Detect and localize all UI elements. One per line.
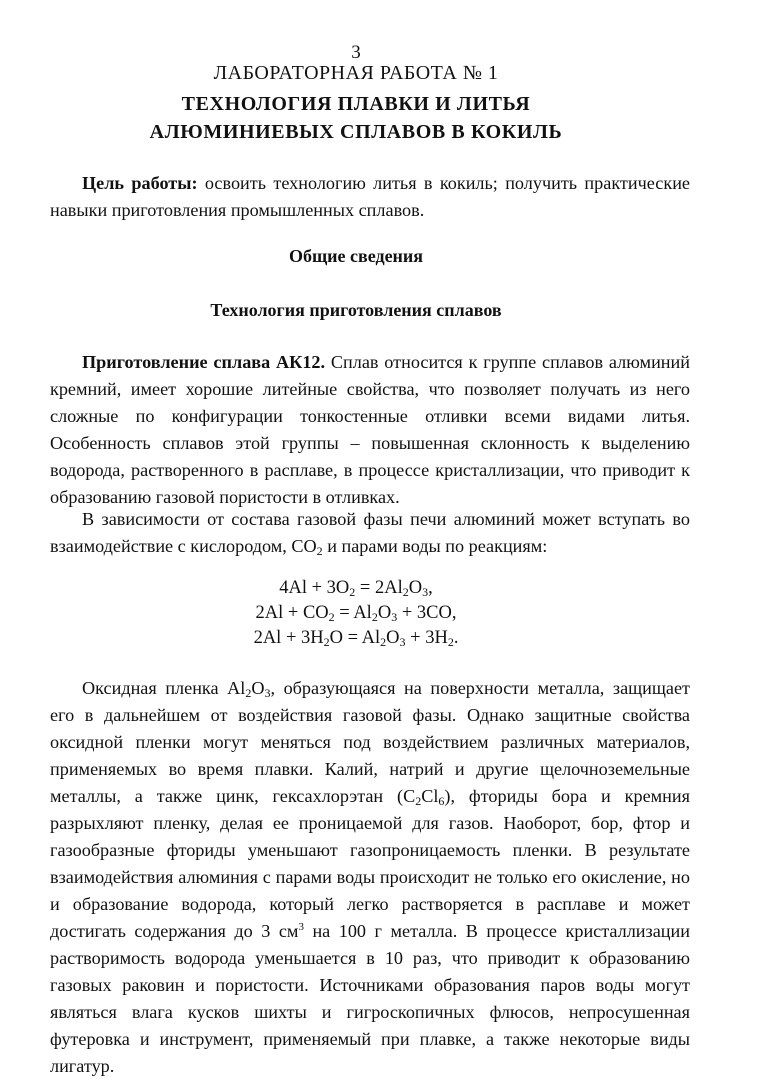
eq-sub: 2 [323, 635, 330, 649]
main-title-line-2: АЛЮМИНИЕВЫХ СПЛАВОВ В КОКИЛЬ [149, 121, 563, 143]
reaction-equations [0, 576, 712, 651]
eq-sub: 2 [349, 585, 356, 599]
eq-part: 2Al + CO [255, 603, 329, 623]
equation-1 [0, 576, 712, 601]
oxide-sub: 2 [415, 794, 422, 808]
goal-paragraph [50, 170, 690, 224]
eq-part: + 3CO, [397, 603, 457, 623]
reaction-intro-sub: 2 [316, 544, 323, 558]
equation-2 [0, 601, 712, 626]
eq-sub: 2 [371, 610, 378, 624]
lab-title: ЛАБОРАТОРНАЯ РАБОТА № 1 [213, 62, 499, 84]
alloy-text: Сплав относится к группе сплавов алюминий кремний, имеет хорошие литейные свойства, что позволяет получать из него сложные по конфигурации тонкостенные отливки всеми видами литья. Особенность сплавов этой группы – повышенная склонность к выделению водорода, растворенного в расплаве, в процессе кристаллизации, что приводит к образованию газовой пористости в отливках. [50, 352, 691, 507]
eq-part: O [408, 578, 423, 598]
subsection-heading: Технология приготовления сплавов [210, 300, 502, 320]
goal-text: освоить технологию литья в кокиль; получить практические навыки приготовления промышленных сплавов. [50, 173, 691, 220]
reaction-intro-paragraph [50, 506, 690, 560]
oxide-text: O [251, 678, 265, 698]
eq-part: , [428, 578, 433, 598]
eq-sub: 2 [380, 635, 387, 649]
main-title [0, 90, 712, 146]
oxide-sub: 6 [438, 794, 445, 808]
eq-sub: 2 [328, 610, 335, 624]
eq-sub: 3 [399, 635, 406, 649]
eq-part: 2Al + 3H [253, 628, 324, 648]
eq-sub: 3 [391, 610, 398, 624]
eq-sub: 3 [422, 585, 429, 599]
alloy-label: Приготовление сплава АК12. [82, 352, 326, 372]
eq-part: O [377, 603, 392, 623]
eq-part: + 3H [405, 628, 448, 648]
alloy-paragraph [50, 349, 690, 511]
equation-3 [0, 626, 712, 651]
oxide-text: на 100 г металла. В процессе кристаллизации растворимость водорода уменьшается в 10 раз, что приводит к образованию газовых раковин и пористости. Источниками образования паров воды могут являться влага кусков шихты и гигроскопичных флюсов, непросушенная футеровка и инструмент, применяемый при плавке, а также некоторые виды лигатур. [50, 921, 690, 1076]
oxide-text: Оксидная пленка Al [82, 678, 246, 698]
eq-part: . [453, 628, 459, 648]
reaction-intro-text: В зависимости от состава газовой фазы печи алюминий может вступать во взаимодействие с кислородом, CO [50, 509, 690, 556]
goal-label: Цель работы: [82, 173, 198, 193]
eq-part: = 2Al [355, 578, 403, 598]
eq-part: = Al [334, 603, 372, 623]
reaction-intro-text-end: и парами воды по реакциям: [322, 536, 548, 556]
oxide-sup: 3 [298, 921, 304, 933]
oxide-paragraph [50, 675, 690, 1080]
oxide-text: ), фториды бора и кремния разрыхляют пленку, делая ее проницаемой для газов. Наоборот, бор, фтор и газообразные фториды уменьшают газопроницаемость пленки. В результате взаимодействия алюминия с парами воды происходит не только его окисление, но и образование водорода, который легко растворяется в расплаве и может достигать содержания до 3 см [50, 786, 690, 941]
oxide-sub: 3 [264, 686, 271, 700]
page-number: 3 [351, 42, 361, 63]
section-heading: Общие сведения [288, 246, 424, 266]
oxide-text: , образующаяся на поверхности металла, защищает его в дальнейшем от воздействия газовой фазы. Однако защитные свойства оксидной пленки могут меняться под воздействием различных материалов, применяемых во время плавки. Калий, натрий и другие щелочноземельные металлы, а также цинк, гексахлорэтан (C [50, 678, 690, 806]
eq-part: 4Al + 3O [279, 578, 350, 598]
eq-part: O = Al [329, 628, 381, 648]
eq-part: O [386, 628, 400, 648]
eq-sub: 2 [402, 585, 409, 599]
eq-sub: 2 [447, 635, 454, 649]
oxide-text: Cl [421, 786, 439, 806]
main-title-line-1: ТЕХНОЛОГИЯ ПЛАВКИ И ЛИТЬЯ [181, 93, 531, 115]
oxide-sub: 2 [245, 686, 252, 700]
